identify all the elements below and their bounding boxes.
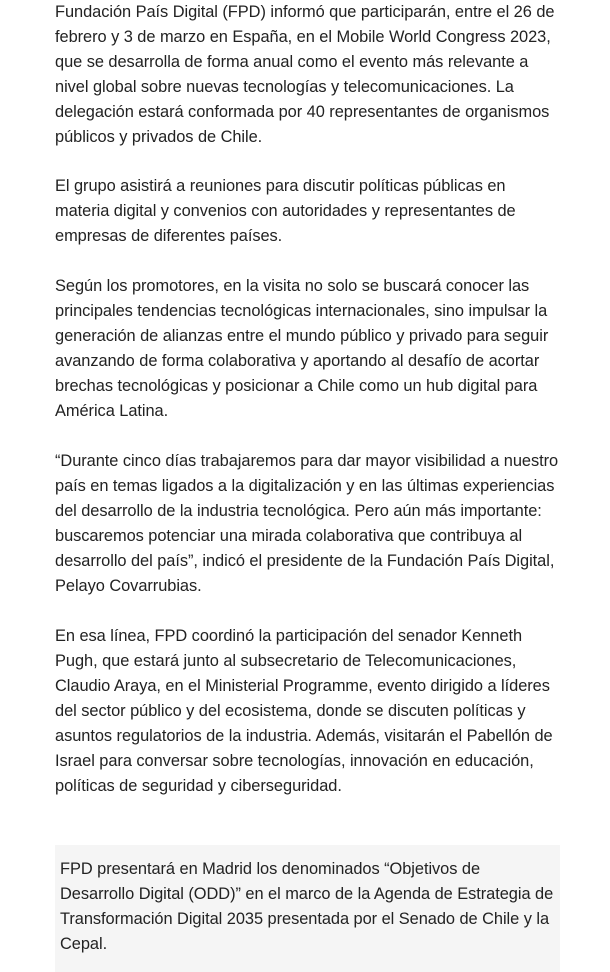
article-paragraph-5: En esa línea, FPD coordinó la participación del senador Kenneth Pugh, que estará junto al subsecretario de Telecomunicaciones, Claudio Araya, en el Ministerial Programme, evento dirigido a líderes del sector público y del ecosistema, donde se discuten políticas y asuntos regulatorios de la industria. Además, visitarán el Pabellón de Israel para conversar sobre tecnologías, innovación en educación, políticas de seguridad y ciberseguridad.	[55, 627, 553, 795]
highlight-callout-box	[55, 845, 560, 972]
callout-text: FPD presentará en Madrid los denominados “Objetivos de Desarrollo Digital (ODD)” en el marco de la Agenda de Estrategia de Transformación Digital 2035 presentada por el Senado de Chile y la Cepal.	[60, 860, 554, 953]
article-paragraph-1: Fundación País Digital (FPD) informó que participarán, entre el 26 de febrero y 3 de marzo en España, en el Mobile World Congress 2023, que se desarrolla de forma anual como el evento más relevante a nivel global sobre nuevas tecnologías y telecomunicaciones. La delegación estará conformada por 40 representantes de organismos públicos y privados de Chile.	[55, 3, 555, 146]
article-paragraph-4: “Durante cinco días trabajaremos para dar mayor visibilidad a nuestro país en temas ligados a la digitalización y en las últimas experiencias del desarrollo de la industria tecnológica. Pero aún más importante: buscaremos potenciar una mirada colaborativa que contribuya al desarrollo del país”, indicó el presidente de la Fundación País Digital, Pelayo Covarrubias.	[55, 452, 559, 595]
article-paragraph-3: Según los promotores, en la visita no solo se buscará conocer las principales tendencias tecnológicas internacionales, sino impulsar la generación de alianzas entre el mundo público y privado para seguir avanzando de forma colaborativa y aportando al desafío de acortar brechas tecnológicas y posicionar a Chile como un hub digital para América Latina.	[55, 277, 549, 420]
article-paragraph-2: El grupo asistirá a reuniones para discutir políticas públicas en materia digital y convenios con autoridades y representantes de empresas de diferentes países.	[55, 177, 516, 245]
